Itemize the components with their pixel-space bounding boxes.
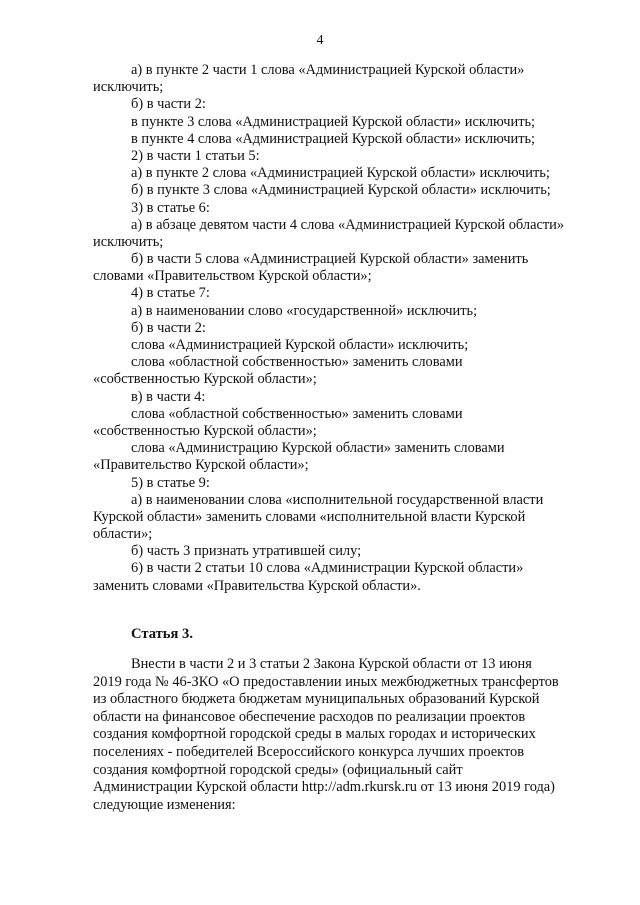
text-line: а) в пункте 2 части 1 слова «Администрацией Курской области» (131, 62, 525, 78)
text-line: исключить; (93, 79, 164, 96)
text-line: следующие изменения: (93, 796, 236, 813)
text-line: а) в наименовании слово «государственной» исключить; (131, 302, 478, 319)
text-line: создания комфортной городской среды» (официальный сайт (93, 761, 463, 778)
text-line: поселениях - победителей Всероссийского конкурса лучших проектов (93, 743, 525, 760)
text-line: в пункте 3 слова «Администрацией Курской области» исключить; (131, 113, 536, 130)
text-line: Администрации Курской области http://adm.rkursk.ru от 13 июня 2019 года) (93, 779, 555, 796)
text-line: области»; (93, 526, 153, 543)
text-line: из областного бюджета бюджетам муниципальных образований Курской (93, 691, 540, 708)
amendments-list (93, 62, 579, 595)
text-line: слова «Администрацию Курской области» заменить словами (131, 440, 505, 457)
article-heading: Статья 3. (131, 626, 193, 642)
text-line: 2) в части 1 статьи 5: (131, 147, 260, 164)
text-line: исключить; (93, 233, 164, 250)
text-line: 5) в статье 9: (131, 474, 210, 491)
text-line: б) в части 2: (131, 319, 206, 336)
text-line: б) часть 3 признать утратившей силу; (131, 543, 362, 560)
text-line: а) в пункте 2 слова «Администрацией Курской области» исключить; (131, 165, 550, 182)
text-line: словами «Правительством Курской области»; (93, 268, 372, 285)
page-number: 4 (316, 33, 324, 48)
text-line: слова «областной собственностью» заменить словами (131, 405, 463, 422)
text-line: заменить словами «Правительства Курской области». (93, 577, 421, 594)
text-line: 2019 года № 46-ЗКО «О предоставлении иных межбюджетных трансфертов (93, 673, 559, 690)
text-line: «Правительство Курской области»; (93, 457, 309, 474)
text-line: а) в наименовании слова «исполнительной государственной власти (131, 491, 544, 508)
text-line: области на финансовое обеспечение расходов по реализации проектов (93, 708, 526, 725)
text-line: Внести в части 2 и 3 статьи 2 Закона Курской области от 13 июня (131, 656, 532, 672)
text-line: б) в части 5 слова «Администрацией Курской области» заменить (131, 251, 529, 268)
text-line: а) в абзаце девятом части 4 слова «Администрацией Курской области» (131, 216, 565, 233)
text-line: слова «Администрацией Курской области» исключить; (131, 337, 469, 353)
text-line: 3) в статье 6: (131, 199, 210, 216)
text-line: б) в пункте 3 слова «Администрацией Курской области» исключить; (131, 182, 551, 199)
text-line: Курской области» заменить словами «исполнительной власти Курской (93, 508, 526, 525)
text-line: в) в части 4: (131, 388, 206, 405)
article-text (93, 656, 579, 814)
text-line: слова «областной собственностью» заменить словами (131, 354, 463, 371)
text-line: создания комфортной городской среды в малых городах и исторических (93, 726, 536, 743)
text-line: «собственностью Курской области»; (93, 371, 317, 388)
text-line: б) в части 2: (131, 96, 206, 113)
text-line: 4) в статье 7: (131, 285, 210, 302)
text-line: 6) в части 2 статьи 10 слова «Администрации Курской области» (131, 560, 524, 577)
text-line: «собственностью Курской области»; (93, 422, 317, 439)
text-line: в пункте 4 слова «Администрацией Курской области» исключить; (131, 130, 536, 147)
